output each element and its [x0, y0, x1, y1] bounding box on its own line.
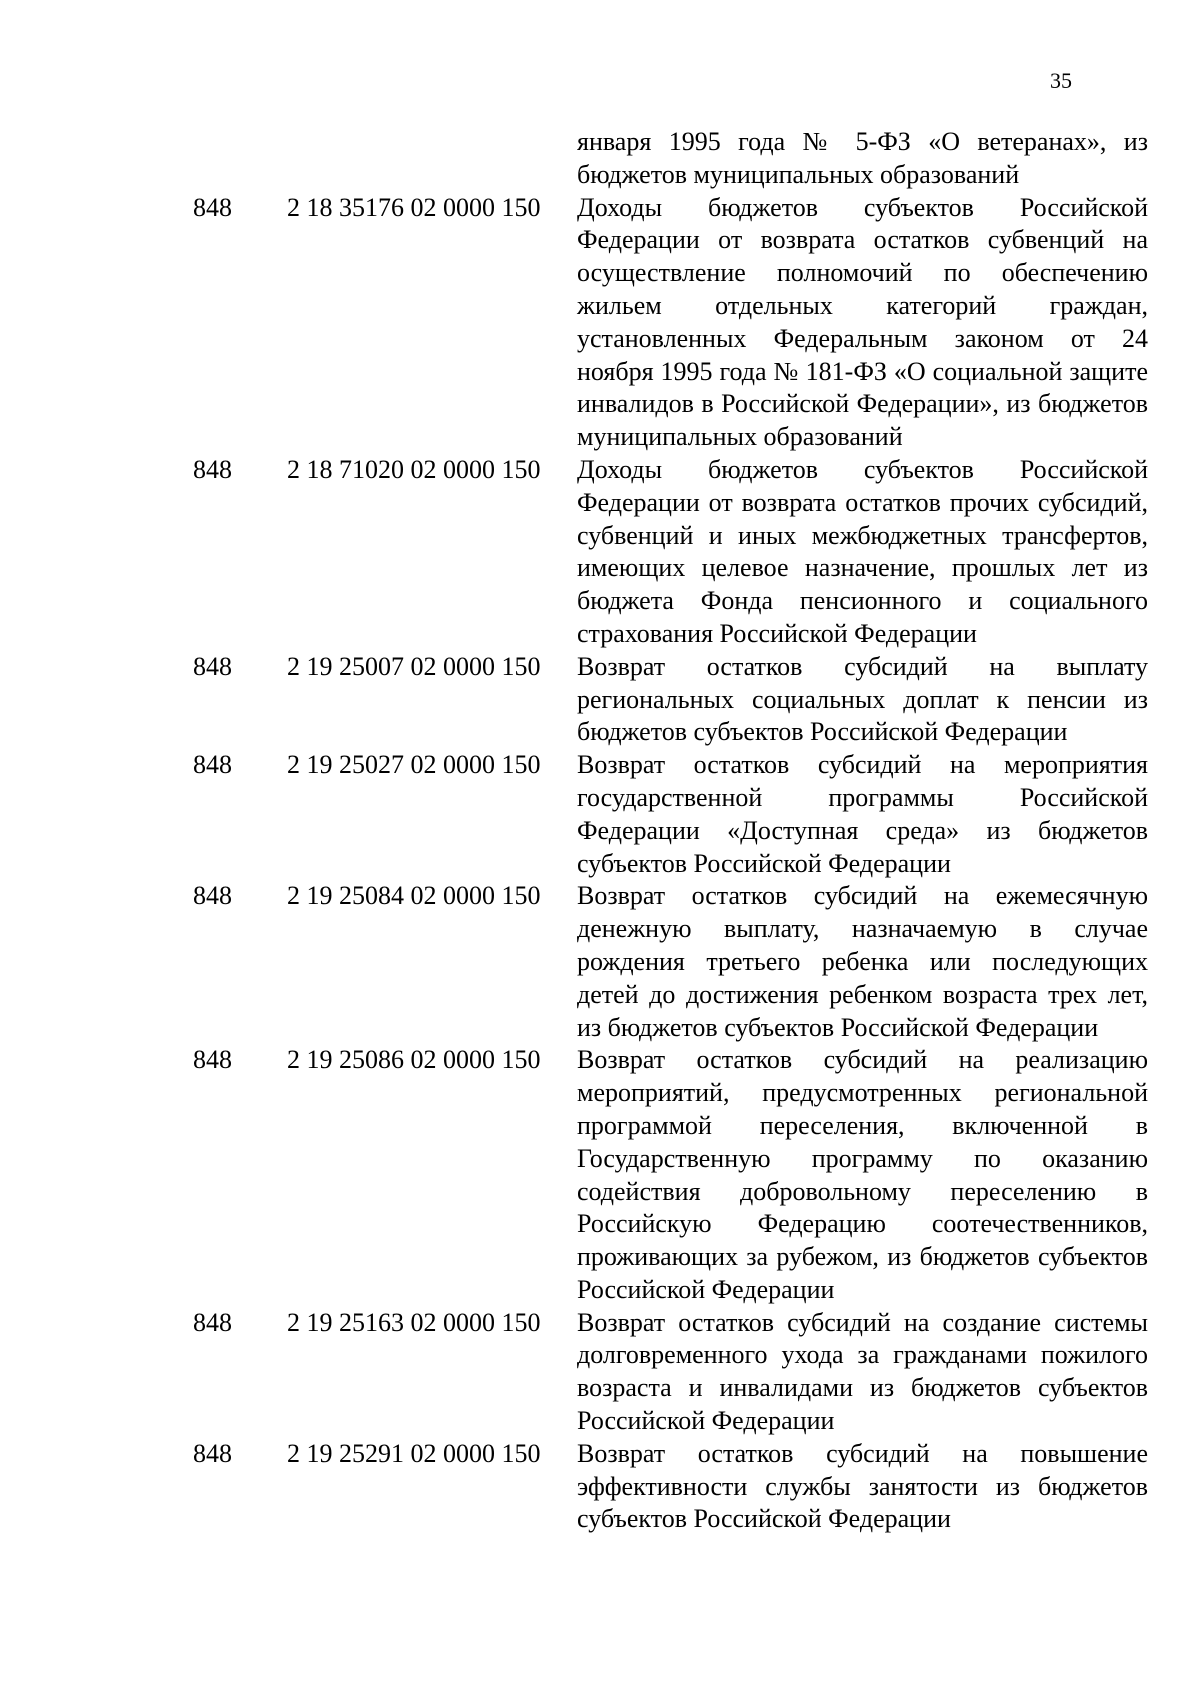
table-row	[0, 651, 1200, 749]
table-row	[0, 1307, 1200, 1438]
table-row	[0, 880, 1200, 1044]
income-description: Возврат остатков субсидий на реализацию мероприятий, предусмотренных региональной программой переселения, включенной в Государственную программу по оказанию содействия добровольному переселению в Российскую Федерацию соотечественников, проживающих за рубежом, из бюджетов субъектов Российской Федерации	[577, 1045, 1148, 1304]
budget-classification-code: 2 18 71020 02 0000 150	[287, 454, 541, 484]
income-description: Доходы бюджетов субъектов Российской Федерации от возврата остатков субвенций на осуществление полномочий по обеспечению жильем отдельных категорий граждан, установленных Федеральным законом от 24 ноября 1995 года № 181-ФЗ «О социальной защите инвалидов в Российской Федерации», из бюджетов муниципальных образований	[577, 192, 1148, 452]
income-description: Возврат остатков субсидий на создание системы долговременного ухода за гражданами пожилого возраста и инвалидами из бюджетов субъектов Российской Федерации	[577, 1307, 1148, 1436]
page-number: 35	[1050, 68, 1072, 93]
budget-classification-code: 2 19 25007 02 0000 150	[287, 651, 541, 681]
table-row	[0, 1438, 1200, 1536]
admin-code: 848	[193, 651, 232, 681]
table-row	[0, 1044, 1200, 1306]
budget-classification-code: 2 19 25163 02 0000 150	[287, 1307, 541, 1337]
admin-code: 848	[193, 1307, 232, 1337]
admin-code: 848	[193, 1438, 232, 1468]
budget-classification-code: 2 19 25291 02 0000 150	[287, 1438, 541, 1468]
budget-code-table	[0, 126, 1200, 1536]
income-description: Возврат остатков субсидий на выплату региональных социальных доплат к пенсии из бюджетов субъектов Российской Федерации	[577, 651, 1148, 747]
income-description: Возврат остатков субсидий на мероприятия государственной программы Российской Федерации «Доступная среда» из бюджетов субъектов Российской Федерации	[577, 750, 1148, 878]
table-row	[0, 749, 1200, 880]
table-row	[0, 126, 1200, 192]
table-row	[0, 454, 1200, 651]
admin-code: 848	[193, 1045, 232, 1075]
income-description: января 1995 года № 5-ФЗ «О ветеранах», из бюджетов муниципальных образований	[577, 127, 1148, 189]
table-row	[0, 192, 1200, 454]
budget-classification-code: 2 19 25084 02 0000 150	[287, 881, 541, 911]
budget-classification-code: 2 19 25086 02 0000 150	[287, 1045, 541, 1075]
budget-classification-code: 2 19 25027 02 0000 150	[287, 750, 541, 780]
admin-code: 848	[193, 454, 232, 484]
admin-code: 848	[193, 881, 232, 911]
income-description: Возврат остатков субсидий на ежемесячную денежную выплату, назначаемую в случае рождения третьего ребенка или последующих детей до достижения ребенком возраста трех лет, из бюджетов субъектов Российской Федерации	[577, 881, 1148, 1042]
admin-code: 848	[193, 192, 232, 222]
income-description: Доходы бюджетов субъектов Российской Федерации от возврата остатков прочих субсидий, субвенций и иных межбюджетных трансфертов, имеющих целевое назначение, прошлых лет из бюджета Фонда пенсионного и социального страхования Российской Федерации	[577, 454, 1148, 648]
admin-code: 848	[193, 750, 232, 780]
budget-classification-code: 2 18 35176 02 0000 150	[287, 192, 541, 222]
income-description: Возврат остатков субсидий на повышение эффективности службы занятости из бюджетов субъектов Российской Федерации	[577, 1438, 1148, 1534]
